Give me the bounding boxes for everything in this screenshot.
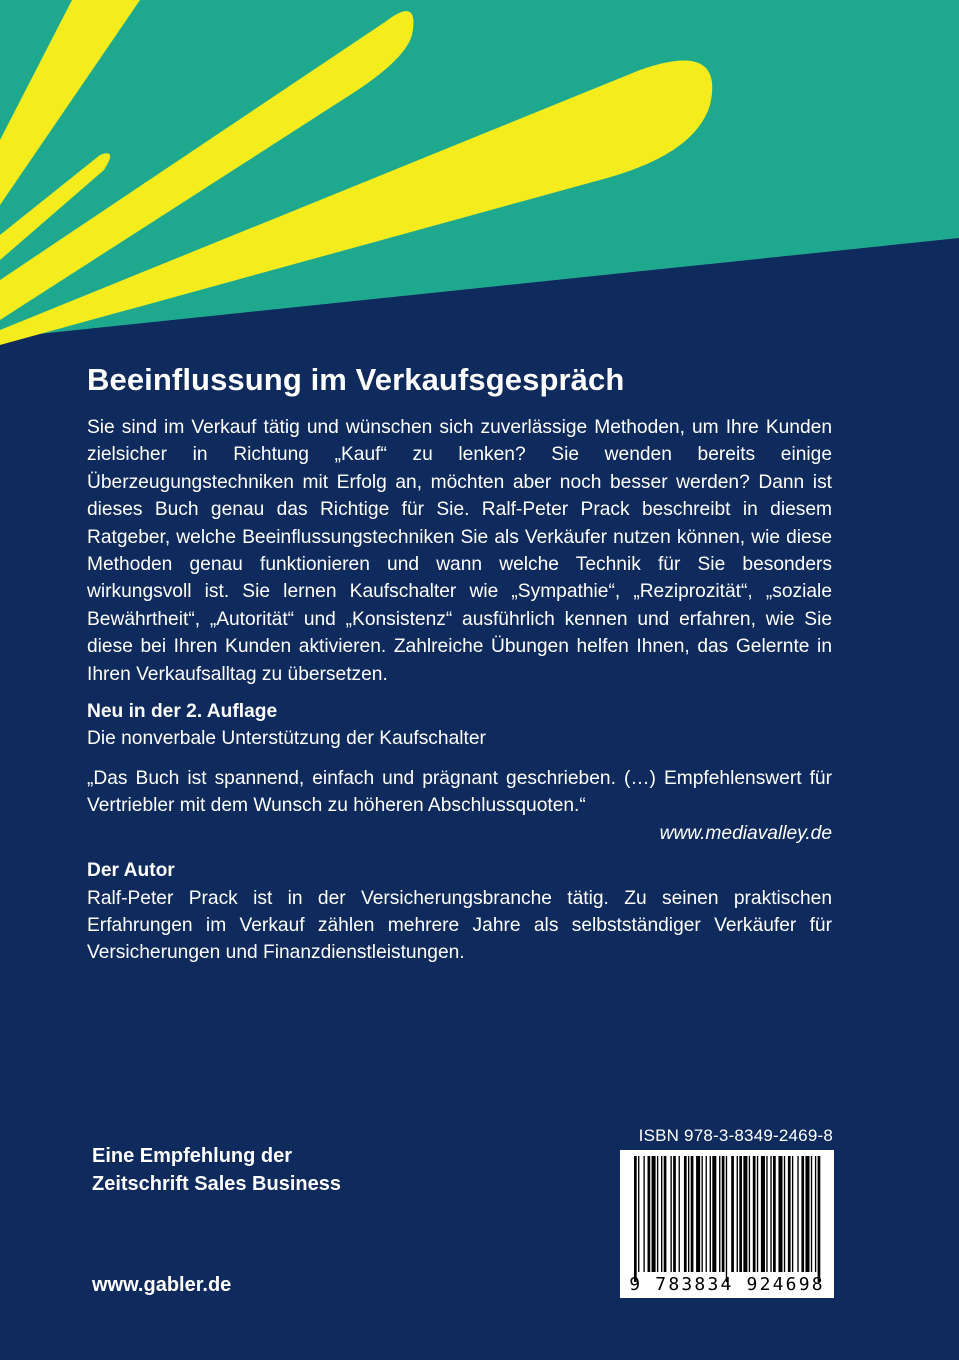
barcode-bar bbox=[652, 1156, 656, 1272]
barcode-bar bbox=[661, 1156, 662, 1272]
barcode-bar bbox=[811, 1156, 812, 1272]
barcode-bar bbox=[761, 1156, 765, 1272]
barcode-bar bbox=[818, 1156, 821, 1282]
barcode-bar bbox=[643, 1156, 644, 1272]
recommendation-line-1: Eine Empfehlung der bbox=[92, 1145, 293, 1167]
barcode-bar bbox=[757, 1156, 758, 1272]
barcode-bar bbox=[801, 1156, 804, 1272]
barcode-bar bbox=[778, 1156, 782, 1272]
back-cover-text bbox=[87, 414, 832, 967]
barcode-bar bbox=[737, 1156, 738, 1272]
barcode-bar bbox=[710, 1156, 711, 1272]
author-text: Ralf-Peter Prack ist in der Versicherungsbranche tätig. Zu seinen praktischen Erfahrungen im Verkauf zählen mehrere Jahre als selbstständiger Verkäufer für Versicherungen und Finanzdienstleistungen. bbox=[87, 887, 832, 964]
barcode-bar bbox=[706, 1156, 707, 1272]
barcode-bar bbox=[731, 1156, 734, 1272]
barcode-bar bbox=[739, 1156, 742, 1272]
barcode-bar bbox=[788, 1156, 791, 1272]
barcode-bar bbox=[638, 1156, 639, 1272]
new-edition-text: Die nonverbale Unterstützung der Kaufschalter bbox=[87, 728, 486, 750]
barcode-bar bbox=[766, 1156, 767, 1272]
barcode-bar bbox=[797, 1156, 798, 1272]
isbn-label: ISBN 978-3-8349-2469-8 bbox=[638, 1126, 833, 1145]
barcode-bar bbox=[815, 1156, 816, 1272]
quote-source: www.mediavalley.de bbox=[659, 822, 832, 844]
barcode-bar bbox=[743, 1156, 747, 1272]
barcode-bar bbox=[670, 1156, 671, 1272]
barcode-bar bbox=[657, 1156, 658, 1272]
barcode-bar bbox=[719, 1156, 720, 1272]
barcode-bar bbox=[664, 1156, 667, 1272]
barcode-bar bbox=[634, 1156, 637, 1282]
barcode-bar bbox=[688, 1156, 689, 1272]
publisher-website: www.gabler.de bbox=[92, 1274, 232, 1296]
author-heading: Der Autor bbox=[87, 860, 175, 882]
barcode-bar bbox=[648, 1156, 651, 1272]
barcode-bar bbox=[805, 1156, 809, 1272]
new-edition-heading: Neu in der 2. Auflage bbox=[87, 701, 278, 723]
barcode-box bbox=[620, 1150, 834, 1298]
barcode-bar bbox=[712, 1156, 716, 1272]
recommendation bbox=[92, 1142, 341, 1198]
cover-art bbox=[0, 0, 959, 360]
barcode-bar bbox=[691, 1156, 694, 1272]
barcode-bar bbox=[784, 1156, 785, 1272]
barcode-bar bbox=[679, 1156, 680, 1272]
barcode-digits: 9 783834 924698 bbox=[629, 1274, 825, 1295]
barcode-bar bbox=[722, 1156, 725, 1272]
barcode-bar bbox=[753, 1156, 756, 1272]
book-title: Beeinflussung im Verkaufsgespräch bbox=[87, 362, 625, 397]
review-quote: „Das Buch ist spannend, einfach und prägnant geschrieben. (…) Empfehlenswert für Vertriebler mit dem Wunsch zu höheren Abschlussquoten.“ bbox=[87, 767, 832, 817]
barcode-bar bbox=[726, 1156, 727, 1282]
barcode-bar bbox=[696, 1156, 700, 1272]
recommendation-line-2: Zeitschrift Sales Business bbox=[92, 1173, 341, 1195]
barcode-bar bbox=[673, 1156, 676, 1272]
barcode-bar bbox=[792, 1156, 793, 1272]
barcode-bar bbox=[702, 1156, 703, 1272]
barcode-bar bbox=[773, 1156, 776, 1272]
description: Sie sind im Verkauf tätig und wünschen sich zuverlässige Methoden, um Ihre Kunden zielsicher in Richtung „Kauf“ zu lenken? Sie wenden bereits einige Überzeugungstechniken mit Erfolg an, möchten aber noch besser werden? Dann ist dieses Buch genau das Richtige für Sie. Ralf-Peter Prack beschreibt in diesem Ratgeber, welche Beeinflussungstechniken Sie als Verkäufer nutzen können, wie diese Methoden genau funktionieren und wann welche Technik für Sie besonders wirkungsvoll ist. Sie lernen Kaufschalter wie „Sympathie“, „Reziprozität“, „soziale Bewährtheit“, „Autorität“ und „Konsistenz“ ausführlich kennen und erfahren, wie Sie diese bei Ihren Kunden aktivieren. Zahlreiche Übungen helfen Ihnen, das Gelernte in Ihren Verkaufsalltag zu übersetzen. bbox=[87, 417, 832, 685]
barcode-bar bbox=[749, 1156, 750, 1272]
barcode-bar bbox=[770, 1156, 771, 1272]
barcode-bar bbox=[684, 1156, 687, 1272]
